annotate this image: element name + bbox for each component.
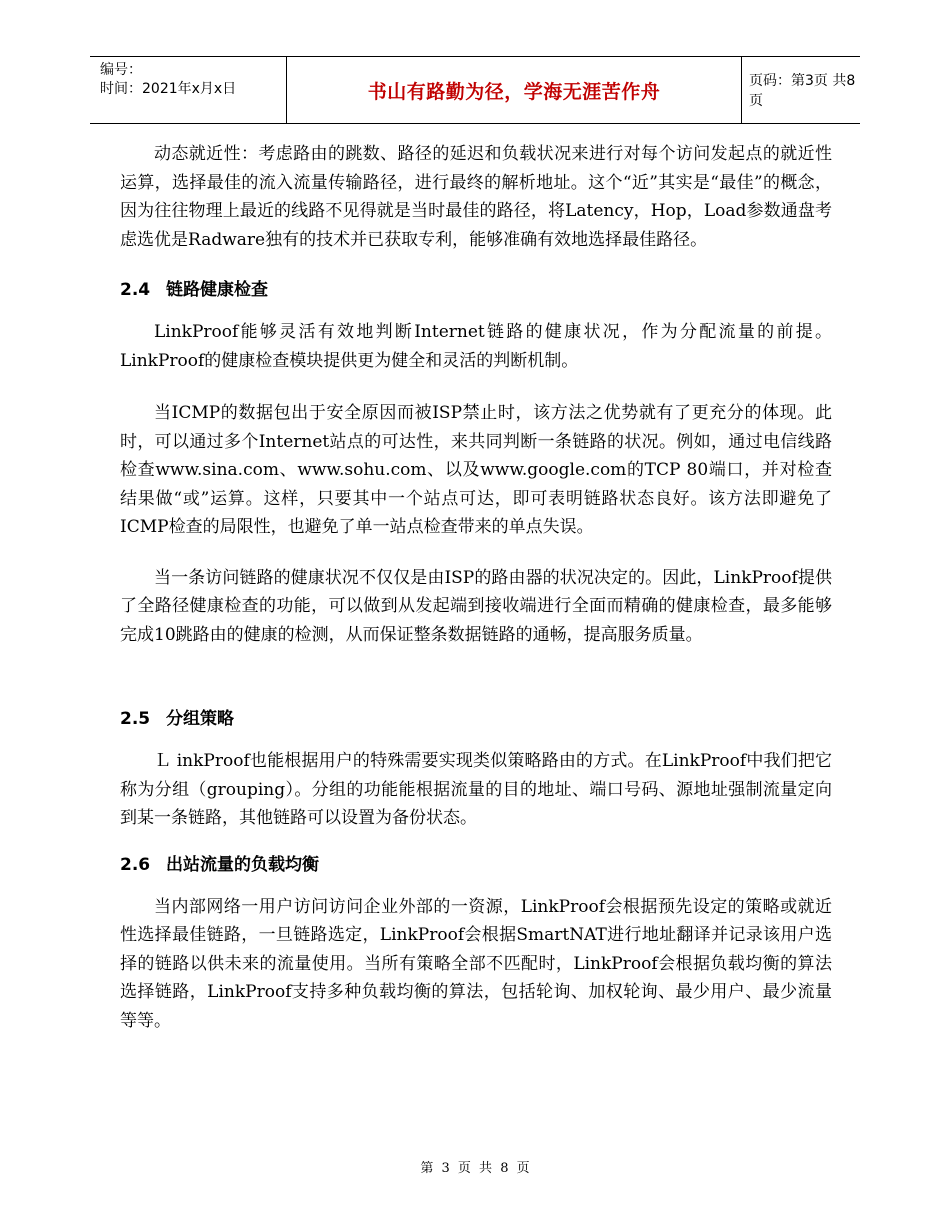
section-heading-2-5	[120, 705, 832, 733]
document-body	[120, 140, 832, 1035]
intro-paragraph: 动态就近性：考虑路由的跳数、路径的延迟和负载状况来进行对每个访问发起点的就近性运算，选择最佳的流入流量传输路径，进行最终的解析地址。这个“近”其实是“最佳”的概念，因为往往物理上最近的线路不见得就是当时最佳的路径，将Latency，Hop，Load参数通盘考虑选优是Radware独有的技术并已获取专利，能够准确有效地选择最佳路径。	[120, 144, 832, 250]
section-number: 2.4	[120, 280, 151, 300]
section-title: 出站流量的负载均衡	[166, 854, 319, 875]
page-footer: 第 3 页 共 8 页	[420, 1161, 530, 1176]
section-number: 2.5	[120, 709, 151, 729]
section-2-4-paragraph-2: 当ICMP的数据包出于安全原因而被ISP禁止时，该方法之优势就有了更充分的体现。此时，可以通过多个Internet站点的可达性，来共同判断一条链路的状况。例如，通过电信线路检查www.sina.com、www.sohu.com、以及www.google.com的TCP 80端口，并对检查结果做“或”运算。这样，只要其中一个站点可达，即可表明链路状态良好。该方法即避免了ICMP检查的局限性，也避免了单一站点检查带来的单点失误。	[120, 403, 832, 537]
page-header	[90, 56, 860, 124]
section-title: 分组策略	[166, 709, 234, 729]
header-page-code: 页码：第3页 共8页	[749, 73, 856, 109]
section-number: 2.6	[120, 854, 151, 875]
section-2-4-paragraph-3: 当一条访问链路的健康状况不仅仅是由ISP的路由器的状况决定的。因此，LinkProof提供了全路径健康检查的功能，可以做到从发起端到接收端进行全面而精确的健康检查，最多能够完成10跳路由的健康的检测，从而保证整条数据链路的通畅，提高服务质量。	[120, 567, 832, 645]
header-left-cell	[90, 57, 286, 123]
section-title: 链路健康检查	[166, 280, 268, 300]
section-2-5-paragraph-1: Ｌ inkProof也能根据用户的特殊需要实现类似策略路由的方式。在LinkProof中我们把它称为分组（grouping）。分组的功能能根据流量的目的地址、端口号码、源地址强制流量定向到某一条链路，其他链路可以设置为备份状态。	[120, 751, 832, 828]
header-page-cell	[741, 57, 860, 123]
section-2-6-paragraph-1: 当内部网络一用户访问访问企业外部的一资源，LinkProof会根据预先设定的策略或就近性选择最佳链路，一旦链路选定，LinkProof会根据SmartNAT进行地址翻译并记录该用户选择的链路以供未来的流量使用。当所有策略全部不匹配时，LinkProof会根据负载均衡的算法选择链路，LinkProof支持多种负载均衡的算法，包括轮询、加权轮询、最少用户、最少流量等等。	[120, 896, 832, 1031]
header-motto: 书山有路勤为径，学海无涯苦作舟	[367, 80, 661, 103]
section-heading-2-6	[120, 851, 832, 879]
section-heading-2-4	[120, 276, 832, 304]
header-number-label: 编号：	[100, 62, 142, 78]
section-2-4-paragraph-1: LinkProof能够灵活有效地判断Internet链路的健康状况，作为分配流量的前提。LinkProof的健康检查模块提供更为健全和灵活的判断机制。	[120, 322, 832, 371]
header-time-label: 时间：2021年x月x日	[100, 81, 237, 97]
header-motto-cell	[286, 57, 742, 123]
